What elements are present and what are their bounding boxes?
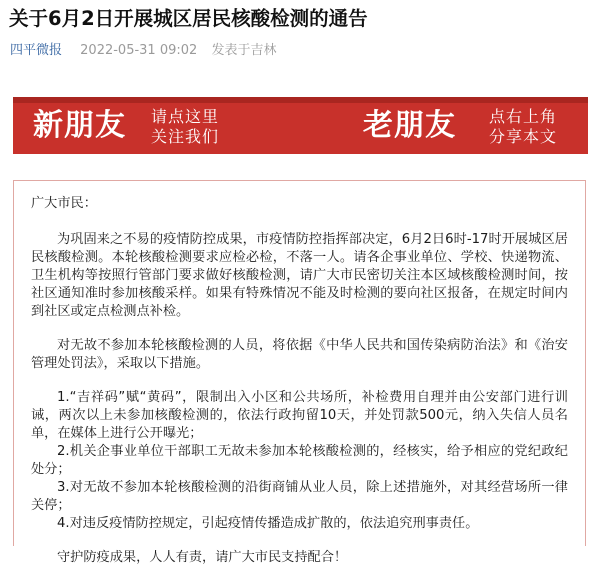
follow-share-banner[interactable] [13, 97, 588, 154]
closing-line: 守护防疫成果，人人有责，请广大市民支持配合！ [57, 550, 348, 565]
measure-4: 4.对违反疫情防控规定，引起疫情传播造成扩散的，依法追究刑事责任。 [57, 516, 479, 531]
new-friend-heading: 新朋友 [33, 108, 126, 143]
share-line-2: 分享本文 [489, 127, 558, 146]
old-friend-heading: 老朋友 [363, 108, 456, 143]
banner-top-band [13, 97, 588, 103]
follow-line-1: 请点这里 [151, 107, 220, 126]
paragraph-1: 为巩固来之不易的疫情防控成果，市疫情防控指挥部决定，6月2日6时-17时开展城区居民核酸检测。本轮核酸检测要求应检必检，不落一人。请各企事业单位、学校、快递物流、卫生机构等按照行管部门要求做好核酸检测，请广大市民密切关注本区域核酸检测时间，按社区通知准时参加核酸采样。如果有特殊情况不能及时检测的要向社区报备，在规定时间内到社区或定点检测点补检。 [31, 232, 568, 319]
measure-3: 3.对无故不参加本轮核酸检测的沿街商铺从业人员，除上述措施外，对其经营场所一律关停； [31, 480, 568, 513]
publish-datetime: 2022-05-31 09:02 [80, 43, 198, 58]
share-article-text [489, 107, 589, 147]
publish-location: 发表于吉林 [211, 43, 277, 58]
account-name-link[interactable]: 四平微报 [10, 43, 63, 58]
follow-line-2: 关注我们 [151, 127, 220, 146]
measure-1: 1.“吉祥码”赋“黄码”，限制出入小区和公共场所，补检费用自理并由公安部门进行训诫，两次以上未参加核酸检测的，依法行政拘留10天，并处罚款500元，纳入失信人员名单，在媒体上进行公开曝光； [31, 390, 568, 441]
measure-2: 2.机关企事业单位干部职工无故未参加本轮核酸检测的，经核实，给予相应的党纪政纪处分； [31, 444, 568, 477]
follow-us-text [151, 107, 251, 147]
paragraph-2: 对无故不参加本轮核酸检测的人员，将依据《中华人民共和国传染病防治法》和《治安管理处罚法》，采取以下措施。 [31, 338, 568, 371]
article-title: 关于6月2日开展城区居民核酸检测的通告 [9, 7, 368, 30]
notice-body [13, 180, 586, 565]
article-meta [10, 42, 276, 60]
salutation: 广大市民： [31, 196, 97, 211]
share-line-1: 点右上角 [489, 107, 558, 126]
